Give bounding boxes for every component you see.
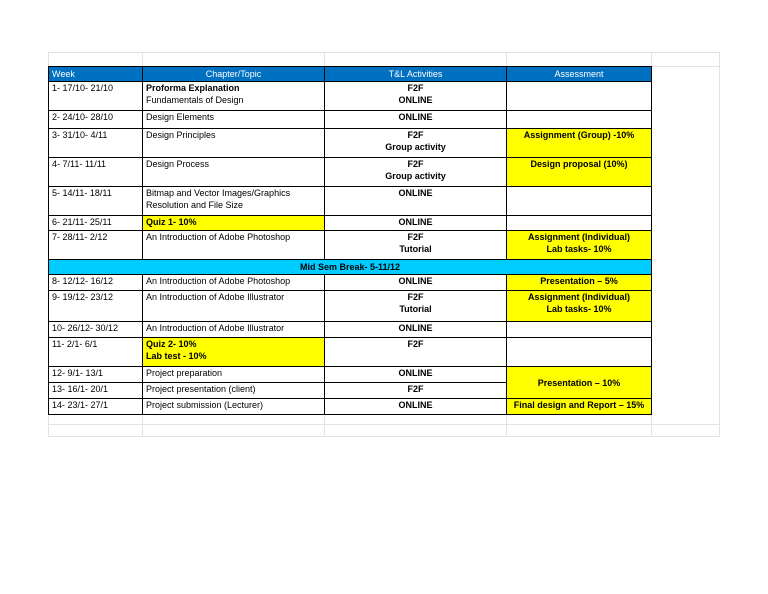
assessment-cell: Presentation – 5% (507, 275, 652, 291)
table-row (49, 231, 652, 260)
activity-line: Group activity (385, 142, 446, 152)
activity-cell (325, 82, 507, 111)
table-row (49, 367, 652, 383)
activity-cell: F2F (325, 383, 507, 399)
week-cell: 4- 7/11- 11/11 (49, 158, 143, 187)
gridline (48, 436, 720, 437)
week-cell: 14- 23/1- 27/1 (49, 399, 143, 415)
table-row (49, 158, 652, 187)
topic-cell (143, 338, 325, 367)
gridline (48, 424, 720, 425)
topic-cell: An Introduction of Adobe Photoshop (143, 231, 325, 260)
topic-cell: An Introduction of Adobe Illustrator (143, 322, 325, 338)
gridline (48, 52, 720, 53)
week-cell: 5- 14/11- 18/11 (49, 187, 143, 216)
topic-cell: Quiz 1- 10% (143, 216, 325, 231)
topic-cell (143, 187, 325, 216)
assessment-line: Lab tasks- 10% (546, 304, 612, 314)
activity-line: F2F (407, 159, 424, 169)
assessment-cell (507, 291, 652, 322)
topic-cell: Design Principles (143, 129, 325, 158)
assessment-line: Assignment (Individual) (527, 232, 630, 242)
activity-cell: ONLINE (325, 275, 507, 291)
table-row (49, 129, 652, 158)
table-row (49, 111, 652, 129)
topic-cell: Design Elements (143, 111, 325, 129)
activity-cell: ONLINE (325, 322, 507, 338)
header-topic: Chapter/Topic (143, 67, 325, 82)
activity-line: F2F (407, 232, 424, 242)
activity-line: Tutorial (399, 304, 432, 314)
assessment-cell (507, 82, 652, 111)
week-cell: 7- 28/11- 2/12 (49, 231, 143, 260)
week-cell: 6- 21/11- 25/11 (49, 216, 143, 231)
activity-cell: ONLINE (325, 216, 507, 231)
week-cell: 3- 31/10- 4/11 (49, 129, 143, 158)
table-row (49, 82, 652, 111)
activity-cell: ONLINE (325, 111, 507, 129)
topic-cell: An Introduction of Adobe Illustrator (143, 291, 325, 322)
topic-line: Resolution and File Size (146, 200, 244, 210)
topic-line: Bitmap and Vector Images/Graphics (146, 188, 291, 198)
table-row (49, 291, 652, 322)
week-cell: 13- 16/1- 20/1 (49, 383, 143, 399)
table-row (49, 338, 652, 367)
week-cell: 2- 24/10- 28/10 (49, 111, 143, 129)
week-cell: 10- 26/12- 30/12 (49, 322, 143, 338)
break-label: Mid Sem Break- 5-11/12 (49, 260, 652, 275)
assessment-line: Lab tasks- 10% (546, 244, 612, 254)
schedule-table (48, 66, 652, 415)
table-row (49, 322, 652, 338)
activity-cell (325, 231, 507, 260)
activity-cell (325, 291, 507, 322)
week-cell: 12- 9/1- 13/1 (49, 367, 143, 383)
assessment-cell (507, 338, 652, 367)
header-activities: T&L Activities (325, 67, 507, 82)
activity-cell: F2F (325, 338, 507, 367)
assessment-cell (507, 231, 652, 260)
assessment-line: Assignment (Individual) (527, 292, 630, 302)
activity-line: F2F (407, 83, 424, 93)
activity-line: ONLINE (398, 95, 433, 105)
mid-sem-break-row (49, 260, 652, 275)
activity-line: F2F (407, 130, 424, 140)
header-row (49, 67, 652, 82)
topic-line: Quiz 2- 10% (146, 339, 197, 349)
assessment-cell (507, 111, 652, 129)
assessment-cell: Assignment (Group) -10% (507, 129, 652, 158)
activity-cell: ONLINE (325, 187, 507, 216)
table-row (49, 399, 652, 415)
header-week: Week (49, 67, 143, 82)
week-cell: 9- 19/12- 23/12 (49, 291, 143, 322)
topic-line: Proforma Explanation (146, 83, 240, 93)
topic-line: Fundamentals of Design (146, 95, 244, 105)
week-cell: 8- 12/12- 16/12 (49, 275, 143, 291)
topic-cell: Project presentation (client) (143, 383, 325, 399)
assessment-cell: Presentation – 10% (507, 367, 652, 399)
activity-cell (325, 158, 507, 187)
assessment-cell: Design proposal (10%) (507, 158, 652, 187)
activity-line: Tutorial (399, 244, 432, 254)
activity-line: Group activity (385, 171, 446, 181)
topic-cell: An Introduction of Adobe Photoshop (143, 275, 325, 291)
week-cell: 11- 2/1- 6/1 (49, 338, 143, 367)
assessment-cell (507, 322, 652, 338)
activity-cell: ONLINE (325, 367, 507, 383)
activity-line: F2F (407, 292, 424, 302)
table-row (49, 187, 652, 216)
topic-cell (143, 82, 325, 111)
activity-cell (325, 129, 507, 158)
header-assessment: Assessment (507, 67, 652, 82)
week-cell: 1- 17/10- 21/10 (49, 82, 143, 111)
topic-cell: Design Process (143, 158, 325, 187)
assessment-cell: Final design and Report – 15% (507, 399, 652, 415)
topic-cell: Project submission (Lecturer) (143, 399, 325, 415)
topic-line: Lab test - 10% (146, 351, 207, 361)
activity-cell: ONLINE (325, 399, 507, 415)
assessment-cell (507, 216, 652, 231)
topic-cell: Project preparation (143, 367, 325, 383)
table-row (49, 275, 652, 291)
table-row (49, 216, 652, 231)
gridline (719, 52, 720, 437)
assessment-cell (507, 187, 652, 216)
